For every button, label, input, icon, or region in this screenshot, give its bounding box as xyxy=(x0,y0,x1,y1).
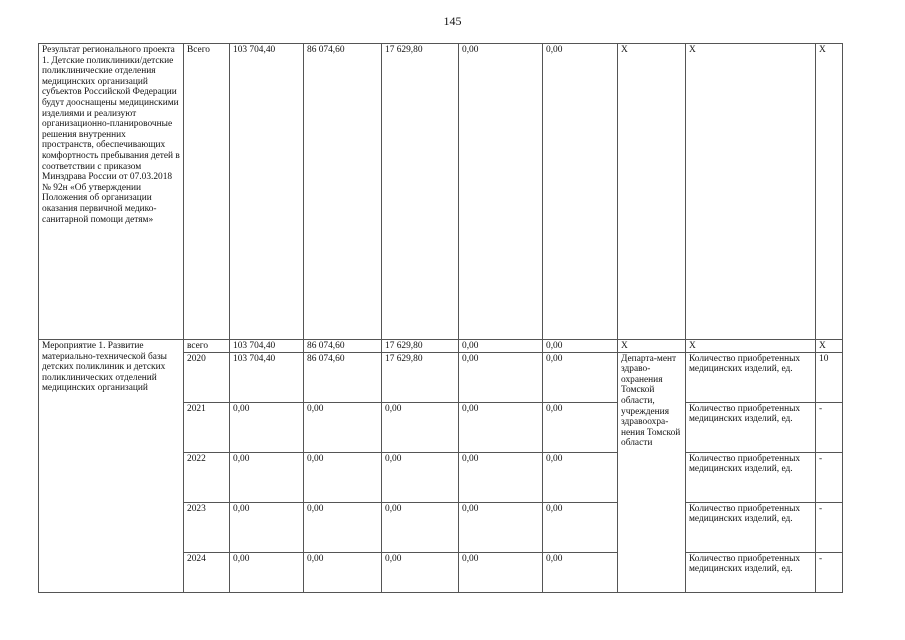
regional-cell: 0,00 xyxy=(382,552,459,592)
other-cell: 0,00 xyxy=(543,502,618,552)
result-name: Результат регионального проекта 1. Детские поликлиники/детские поликлинические отделения медицинских организаций субъектов Российской Федерации будут дооснащены медицинскими изделиями и реализуют организационно-планировочные решения внутренних пространств, обеспечивающих комфортность пребывания детей в соответствии с приказом Минздрава России от 07.03.2018 № 92н «Об утверждении Положения об организации оказания первичной медико-санитарной помощи детям» xyxy=(39,44,184,340)
result-value: Х xyxy=(816,44,843,340)
local-cell: 0,00 xyxy=(459,552,543,592)
measure-total-local: 0,00 xyxy=(459,340,543,353)
indicator-cell: Количество приобретенных медицинских изделий, ед. xyxy=(686,552,816,592)
other-cell: 0,00 xyxy=(543,402,618,452)
page-number: 145 xyxy=(443,14,462,28)
measure-total-regional: 17 629,80 xyxy=(382,340,459,353)
other-cell: 0,00 xyxy=(543,352,618,402)
indicator-cell: Количество приобретенных медицинских изделий, ед. xyxy=(686,402,816,452)
other-cell: 0,00 xyxy=(543,452,618,502)
year-cell: 2023 xyxy=(184,502,230,552)
value-cell: 10 xyxy=(816,352,843,402)
federal-cell: 0,00 xyxy=(304,402,382,452)
value-cell: - xyxy=(816,452,843,502)
total-cell: 0,00 xyxy=(230,402,304,452)
measure-total-total: 103 704,40 xyxy=(230,340,304,353)
value-cell: - xyxy=(816,502,843,552)
result-year: Всего xyxy=(184,44,230,340)
local-cell: 0,00 xyxy=(459,452,543,502)
value-cell: - xyxy=(816,402,843,452)
measure-total-year: всего xyxy=(184,340,230,353)
result-other: 0,00 xyxy=(543,44,618,340)
local-cell: 0,00 xyxy=(459,502,543,552)
indicator-cell: Количество приобретенных медицинских изделий, ед. xyxy=(686,452,816,502)
other-cell: 0,00 xyxy=(543,552,618,592)
federal-cell: 0,00 xyxy=(304,502,382,552)
regional-cell: 0,00 xyxy=(382,502,459,552)
federal-cell: 86 074,60 xyxy=(304,352,382,402)
year-cell: 2020 xyxy=(184,352,230,402)
federal-cell: 0,00 xyxy=(304,552,382,592)
regional-cell: 0,00 xyxy=(382,452,459,502)
total-cell: 0,00 xyxy=(230,502,304,552)
measure-total-value: Х xyxy=(816,340,843,353)
result-regional: 17 629,80 xyxy=(382,44,459,340)
measure-total-other: 0,00 xyxy=(543,340,618,353)
local-cell: 0,00 xyxy=(459,352,543,402)
result-executor: Х xyxy=(618,44,686,340)
regional-cell: 0,00 xyxy=(382,402,459,452)
measure-total-indicator: Х xyxy=(686,340,816,353)
year-cell: 2024 xyxy=(184,552,230,592)
indicator-cell: Количество приобретенных медицинских изделий, ед. xyxy=(686,352,816,402)
result-total: 103 704,40 xyxy=(230,44,304,340)
result-local: 0,00 xyxy=(459,44,543,340)
total-cell: 0,00 xyxy=(230,452,304,502)
result-indicator: Х xyxy=(686,44,816,340)
result-federal: 86 074,60 xyxy=(304,44,382,340)
regional-cell: 17 629,80 xyxy=(382,352,459,402)
year-cell: 2022 xyxy=(184,452,230,502)
value-cell: - xyxy=(816,552,843,592)
table-row-result xyxy=(39,44,843,340)
total-cell: 103 704,40 xyxy=(230,352,304,402)
measure-total-federal: 86 074,60 xyxy=(304,340,382,353)
program-table xyxy=(38,43,843,593)
table-row-measure-total xyxy=(39,340,843,353)
local-cell: 0,00 xyxy=(459,402,543,452)
year-cell: 2021 xyxy=(184,402,230,452)
measure-name: Мероприятие 1. Развитие материально-технической базы детских поликлиник и детских поликлинических отделений медицинских организаций xyxy=(39,340,184,593)
federal-cell: 0,00 xyxy=(304,452,382,502)
measure-executor: Департа-мент здраво-охранения Томской области, учреждения здравоохра-нения Томской области xyxy=(618,352,686,592)
total-cell: 0,00 xyxy=(230,552,304,592)
indicator-cell: Количество приобретенных медицинских изделий, ед. xyxy=(686,502,816,552)
measure-total-executor: Х xyxy=(618,340,686,353)
